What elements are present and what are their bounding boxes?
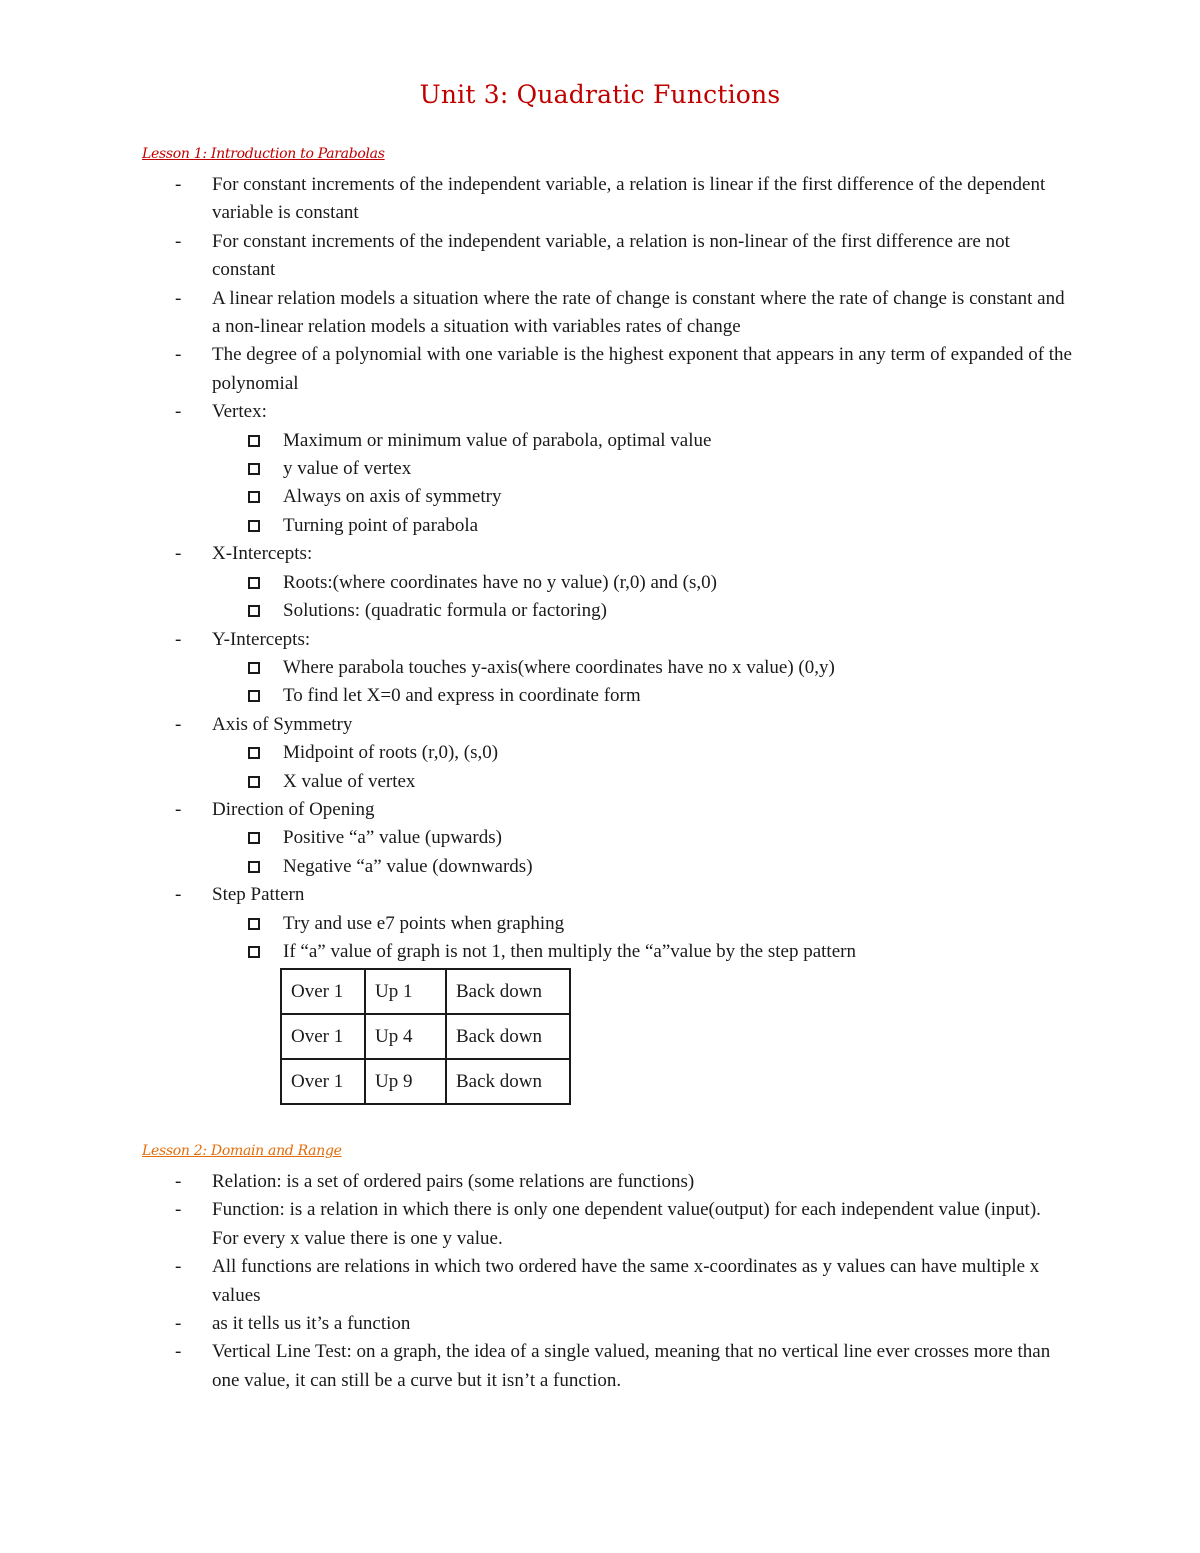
list-item: [0, 1338, 1072, 1395]
list-item-text: Vertex:: [212, 401, 267, 423]
dash-bullet-icon: -: [175, 798, 182, 820]
table-cell: Back down: [446, 1059, 570, 1104]
table-cell: Over 1: [281, 969, 365, 1014]
checkbox-square-icon: [248, 605, 260, 617]
sub-list-item-text: If “a” value of graph is not 1, then multiply the “a”value by the step pattern: [283, 940, 856, 962]
dash-bullet-icon: -: [175, 1313, 182, 1335]
lesson-1-notes: [0, 171, 1200, 966]
sub-list-item-text: X value of vertex: [283, 770, 416, 792]
sub-list-item: [0, 455, 1083, 483]
sub-list-item: [0, 938, 1083, 966]
list-item: [0, 171, 1072, 228]
sub-list-item: [0, 654, 1083, 682]
sub-list-item-text: Midpoint of roots (r,0), (s,0): [283, 742, 499, 764]
checkbox-square-icon: [248, 520, 260, 532]
dash-bullet-icon: -: [175, 344, 182, 366]
sub-list-item-text: Solutions: (quadratic formula or factoring): [283, 600, 607, 622]
checkbox-square-icon: [248, 861, 260, 873]
list-item-text: The degree of a polynomial with one variable is the highest exponent that appears in any term of expanded of the polynomial: [212, 344, 1072, 394]
sub-list-item-text: Try and use e7 points when graphing: [283, 912, 565, 934]
checkbox-square-icon: [248, 491, 260, 503]
checkbox-square-icon: [248, 776, 260, 788]
dash-bullet-icon: -: [175, 628, 182, 650]
list-item-text: Vertical Line Test: on a graph, the idea of a single valued, meaning that no vertical line ever crosses more than one value, it can still be a curve but it isn’t a function.: [212, 1341, 1051, 1391]
list-item-text: Function: is a relation in which there is only one dependent value(output) for each independent value (input). For every x value there is one y value.: [212, 1199, 1041, 1249]
checkbox-square-icon: [248, 918, 260, 930]
table-row: [281, 1014, 570, 1059]
list-item: [0, 1196, 1072, 1253]
sub-list-item: [0, 512, 1083, 540]
sub-list-item-text: Negative “a” value (downwards): [283, 855, 533, 877]
sub-list-item-text: Where parabola touches y-axis(where coordinates have no x value) (0,y): [283, 656, 835, 678]
list-item: [0, 1168, 1072, 1196]
dash-bullet-icon: -: [175, 713, 182, 735]
list-item: [0, 398, 1072, 426]
dash-bullet-icon: -: [175, 884, 182, 906]
checkbox-square-icon: [248, 690, 260, 702]
list-item: [0, 796, 1072, 824]
table-cell: Up 4: [365, 1014, 446, 1059]
list-item: [0, 341, 1072, 398]
table-cell: Over 1: [281, 1014, 365, 1059]
sub-list-item: [0, 739, 1083, 767]
dash-bullet-icon: -: [175, 174, 182, 195]
checkbox-square-icon: [248, 747, 260, 759]
sub-list-item-text: Maximum or minimum value of parabola, optimal value: [283, 429, 712, 451]
sub-list-item: [0, 824, 1083, 852]
lesson-1-heading: Lesson 1: Introduction to Parabolas: [142, 146, 385, 162]
sub-list-item: [0, 483, 1083, 511]
dash-bullet-icon: -: [175, 401, 182, 423]
sub-list-item: [0, 768, 1083, 796]
table-cell: Back down: [446, 969, 570, 1014]
list-item: [0, 228, 1072, 285]
list-item-text: Step Pattern: [212, 884, 305, 906]
document-title: Unit 3: Quadratic Functions: [419, 80, 781, 109]
list-item-text: X-Intercepts:: [212, 543, 313, 565]
sub-list-item-text: Roots:(where coordinates have no y value) (r,0) and (s,0): [283, 571, 717, 593]
checkbox-square-icon: [248, 832, 260, 844]
list-item-text: For constant increments of the independent variable, a relation is non-linear of the first difference are not constant: [212, 230, 1010, 281]
list-item-text: Y-Intercepts:: [212, 628, 311, 650]
list-item: [0, 1310, 1072, 1338]
list-item-text: Axis of Symmetry: [212, 713, 353, 735]
checkbox-square-icon: [248, 946, 260, 958]
list-item-text: Relation: is a set of ordered pairs (some relations are functions): [212, 1171, 695, 1192]
sub-list-item: [0, 597, 1083, 625]
table-row: [281, 1059, 570, 1104]
checkbox-square-icon: [248, 435, 260, 447]
list-item: [0, 711, 1072, 739]
checkbox-square-icon: [248, 662, 260, 674]
list-item-text: All functions are relations in which two ordered have the same x-coordinates as y values can have multiple x values: [212, 1256, 1040, 1306]
sub-list-item-text: To find let X=0 and express in coordinate form: [283, 685, 641, 707]
dash-bullet-icon: -: [175, 287, 182, 309]
dash-bullet-icon: -: [175, 230, 182, 252]
lesson-2-heading: Lesson 2: Domain and Range: [142, 1143, 342, 1159]
table-cell: Over 1: [281, 1059, 365, 1104]
sub-list-item: [0, 853, 1083, 881]
checkbox-square-icon: [248, 463, 260, 475]
list-item: [0, 1253, 1072, 1310]
table-cell: Up 9: [365, 1059, 446, 1104]
sub-list-item-text: Turning point of parabola: [283, 514, 479, 536]
list-item-text: A linear relation models a situation where the rate of change is constant where the rate of change is constant and a non-linear relation models a situation with variables rates of change: [212, 287, 1065, 338]
sub-list-item: [0, 427, 1083, 455]
dash-bullet-icon: -: [175, 543, 182, 565]
list-item-text: For constant increments of the independent variable, a relation is linear if the first difference of the dependent variable is constant: [212, 174, 1046, 224]
list-item: [0, 626, 1072, 654]
checkbox-square-icon: [248, 577, 260, 589]
table-cell: Up 1: [365, 969, 446, 1014]
dash-bullet-icon: -: [175, 1199, 182, 1221]
sub-list-item: [0, 910, 1083, 938]
list-item-text: as it tells us it’s a function: [212, 1313, 411, 1335]
lesson-2-notes: [0, 1168, 1200, 1395]
dash-bullet-icon: -: [175, 1341, 182, 1363]
dash-bullet-icon: -: [175, 1171, 182, 1192]
list-item: [0, 285, 1072, 342]
dash-bullet-icon: -: [175, 1256, 182, 1278]
sub-list-item: [0, 569, 1083, 597]
step-pattern-table: [280, 968, 571, 1105]
table-row: [281, 969, 570, 1014]
list-item-text: Direction of Opening: [212, 798, 375, 820]
list-item: [0, 540, 1072, 568]
sub-list-item-text: Positive “a” value (upwards): [283, 827, 502, 849]
list-item: [0, 881, 1072, 909]
sub-list-item-text: Always on axis of symmetry: [283, 486, 502, 508]
sub-list-item-text: y value of vertex: [283, 458, 412, 480]
sub-list-item: [0, 682, 1083, 710]
table-cell: Back down: [446, 1014, 570, 1059]
